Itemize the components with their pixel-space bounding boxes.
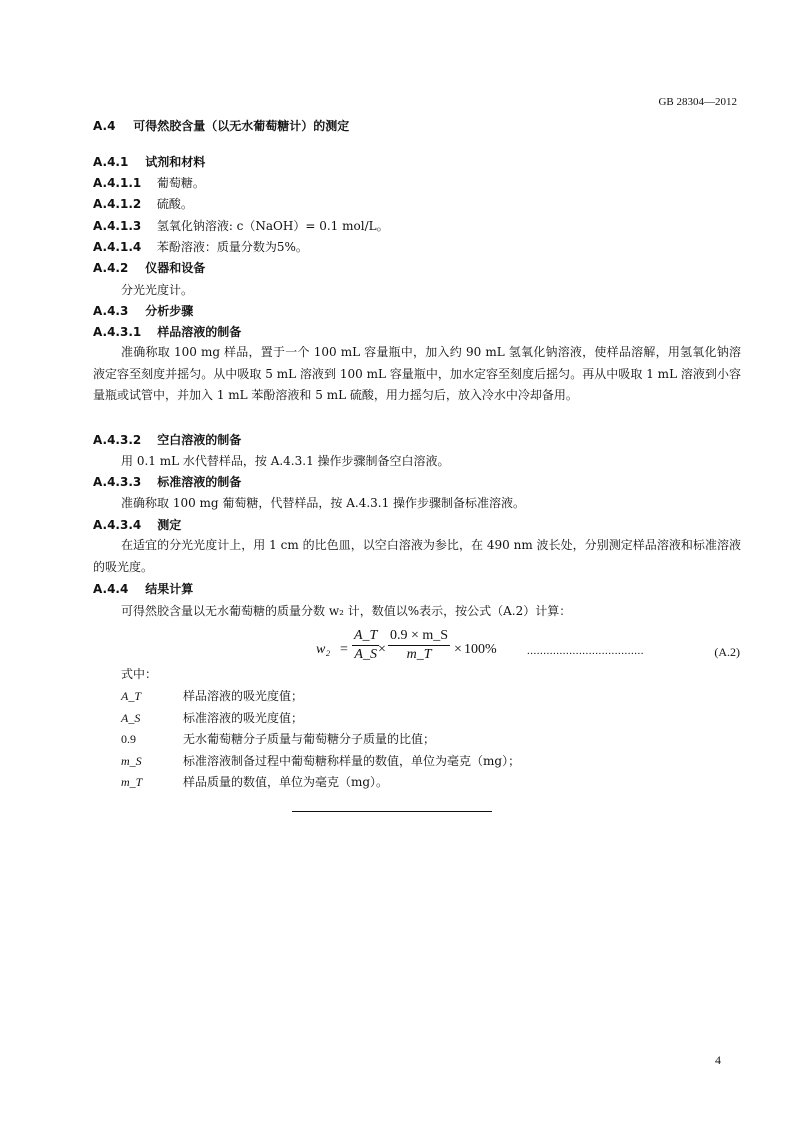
formula-fraction-absorbance: $\frac{A\_T}{A\_S}$ [354, 628, 378, 662]
section-a42-heading: A.4.2 仪器和设备 [93, 261, 206, 275]
where-item: A_T 样品溶液的吸光度值； [121, 689, 304, 703]
section-a43-heading: A.4.3 分析步骤 [93, 304, 194, 318]
item-a414: A.4.1.4 苯酚溶液：质量分数为5%。 [93, 240, 308, 254]
formula-fraction-mass: $\frac{0.9 \times m\_S}{m\_T}$ [390, 628, 449, 662]
item-a412: A.4.1.2 硫酸。 [93, 197, 193, 211]
section-a434-heading: A.4.3.4 测定 [93, 518, 182, 532]
standard-number: GB 28304—2012 [658, 96, 737, 108]
section-a434-text: 在适宜的分光光度计上，用 1 cm 的比色皿，以空白溶液为参比，在 490 nm 波长处，分别测定样品溶液和标准溶液的吸光度。 [93, 538, 741, 574]
formula-number: (A.2) [714, 645, 740, 659]
formula-times-2: × [454, 642, 462, 657]
formula-a2 [316, 628, 496, 672]
where-item: m_S 标准溶液制备过程中葡萄糖称样量的数值，单位为毫克（mg）； [121, 754, 521, 768]
item-a411: A.4.1.1 葡萄糖。 [93, 176, 205, 190]
formula-lhs: w₂ [316, 642, 331, 657]
section-a44-heading: A.4.4 结果计算 [93, 582, 194, 596]
where-item: 0.9 无水葡萄糖分子质量与葡萄糖分子质量的比值； [121, 732, 436, 746]
formula-leader-dots: .................................... [527, 645, 644, 657]
item-a413: A.4.1.3 氢氧化钠溶液: c（NaOH）= 0.1 mol/L。 [93, 219, 389, 233]
end-rule [292, 811, 492, 812]
section-a433-heading: A.4.3.3 标准溶液的制备 [93, 475, 242, 489]
section-a4-heading: A.4 可得然胶含量（以无水葡萄糖计）的测定 [93, 119, 350, 133]
section-a41-heading: A.4.1 试剂和材料 [93, 155, 206, 169]
formula-equals: = [340, 642, 348, 657]
where-item: A_S 标准溶液的吸光度值； [121, 711, 304, 725]
section-a433-text: 准确称取 100 mg 葡萄糖，代替样品，按 A.4.3.1 操作步骤制备标准溶液。 [121, 496, 526, 510]
section-a431-text: 准确称取 100 mg 样品，置于一个 100 mL 容量瓶中，加入约 90 mL 氢氧化钠溶液，使样品溶解，用氢氧化钠溶液定容至刻度并摇匀。从中吸取 5 mL 溶液到 100 mL 容量瓶中，加水定容至刻度后摇匀。再从中吸取 1 mL 溶液到小容量瓶或试管中，并加入 1 mL 苯酚溶液和 5 mL 硫酸，用力摇匀后，放入冷水中冷却备用。 [93, 345, 741, 402]
section-a432-heading: A.4.3.2 空白溶液的制备 [93, 433, 242, 447]
section-a42-text: 分光光度计。 [121, 283, 194, 297]
section-a432-text: 用 0.1 mL 水代替样品，按 A.4.3.1 操作步骤制备空白溶液。 [121, 454, 450, 468]
formula-times-1: × [378, 642, 386, 657]
section-a431-heading: A.4.3.1 样品溶液的制备 [93, 325, 242, 339]
section-a44-text: 可得然胶含量以无水葡萄糖的质量分数 w₂ 计，数值以%表示，按公式（A.2）计算： [121, 604, 572, 618]
formula-percent: 100% [464, 642, 497, 657]
page-number: 4 [715, 1053, 721, 1067]
where-item: m_T 样品质量的数值，单位为毫克（mg）。 [121, 775, 389, 789]
where-intro: 式中： [121, 667, 158, 681]
